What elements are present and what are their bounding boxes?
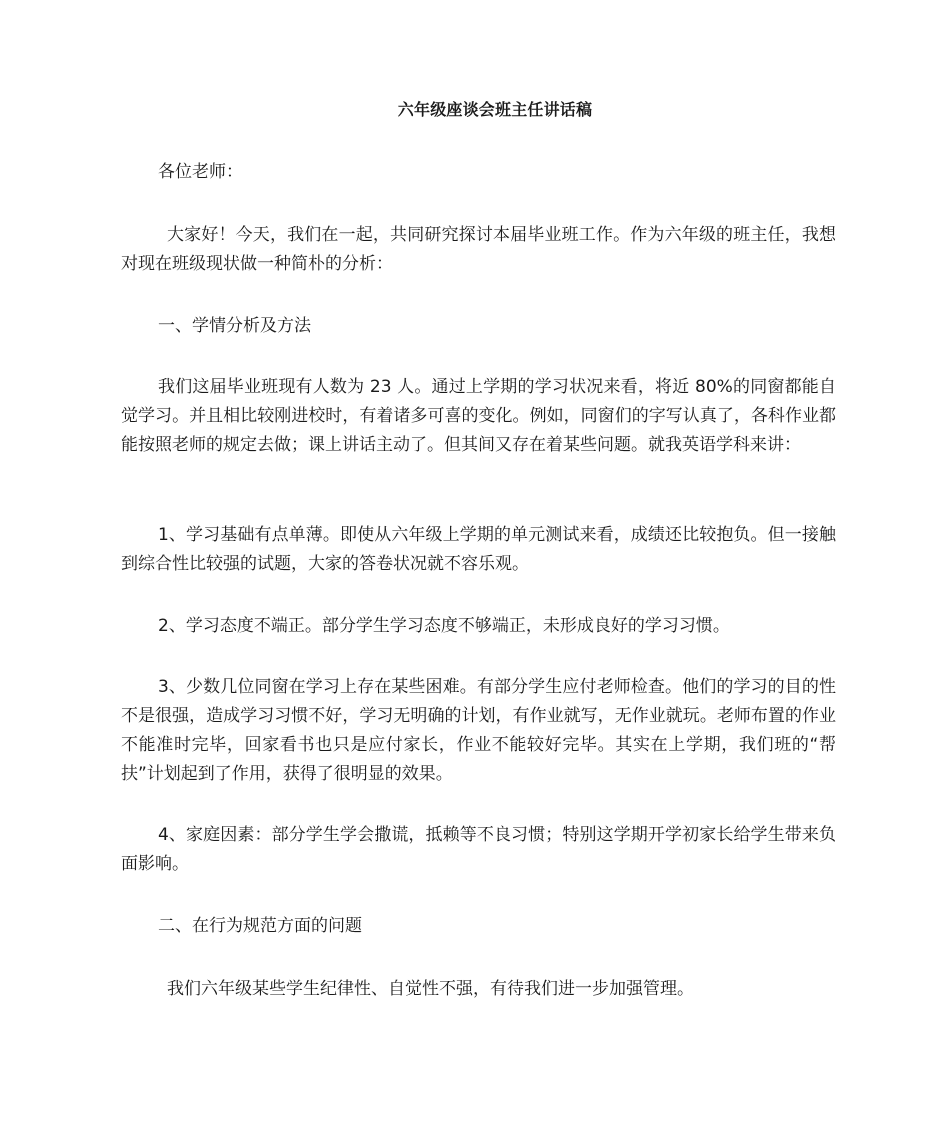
intro-paragraph: 大家好！今天，我们在一起，共同研究探讨本届毕业班工作。作为六年级的班主任，我想对现在班级现状做一种简朴的分析： (121, 225, 836, 274)
document-title: 六年级座谈会班主任讲话稿 (397, 100, 593, 119)
greeting: 各位老师： (158, 162, 243, 182)
point4-paragraph: 4、家庭因素：部分学生学会撒谎，抵赖等不良习惯；特别这学期开学初家长给学生带来负面影响。 (121, 825, 836, 874)
point3-paragraph: 3、少数几位同窗在学习上存在某些困难。有部分学生应付老师检查。他们的学习的目的性不是很强，造成学习习惯不好，学习无明确的计划，有作业就写，无作业就玩。老师布置的作业不能准时完毕，回家看书也只是应付家长，作业不能较好完毕。其实在上学期，我们班的“帮扶”计划起到了作用，获得了很明显的效果。 (121, 677, 836, 784)
section2-heading: 二、在行为规范方面的问题 (158, 916, 362, 936)
section2-paragraph: 我们六年级某些学生纪律性、自觉性不强，有待我们进一步加强管理。 (167, 979, 694, 999)
point2-paragraph: 2、学习态度不端正。部分学生学习态度不够端正，未形成良好的学习习惯。 (158, 616, 730, 636)
point1-paragraph: 1、学习基础有点单薄。即使从六年级上学期的单元测试来看，成绩还比较抱负。但一接触到综合性比较强的试题，大家的答卷状况就不容乐观。 (121, 525, 836, 574)
section1-paragraph: 我们这届毕业班现有人数为 23 人。通过上学期的学习状况来看，将近 80%的同窗都能自觉学习。并且相比较刚进校时，有着诸多可喜的变化。例如，同窗们的字写认真了，各科作业都能按照老师的规定去做；课上讲话主动了。但其间又存在着某些问题。就我英语学科来讲： (121, 377, 836, 455)
section1-heading: 一、学情分析及方法 (158, 316, 311, 336)
